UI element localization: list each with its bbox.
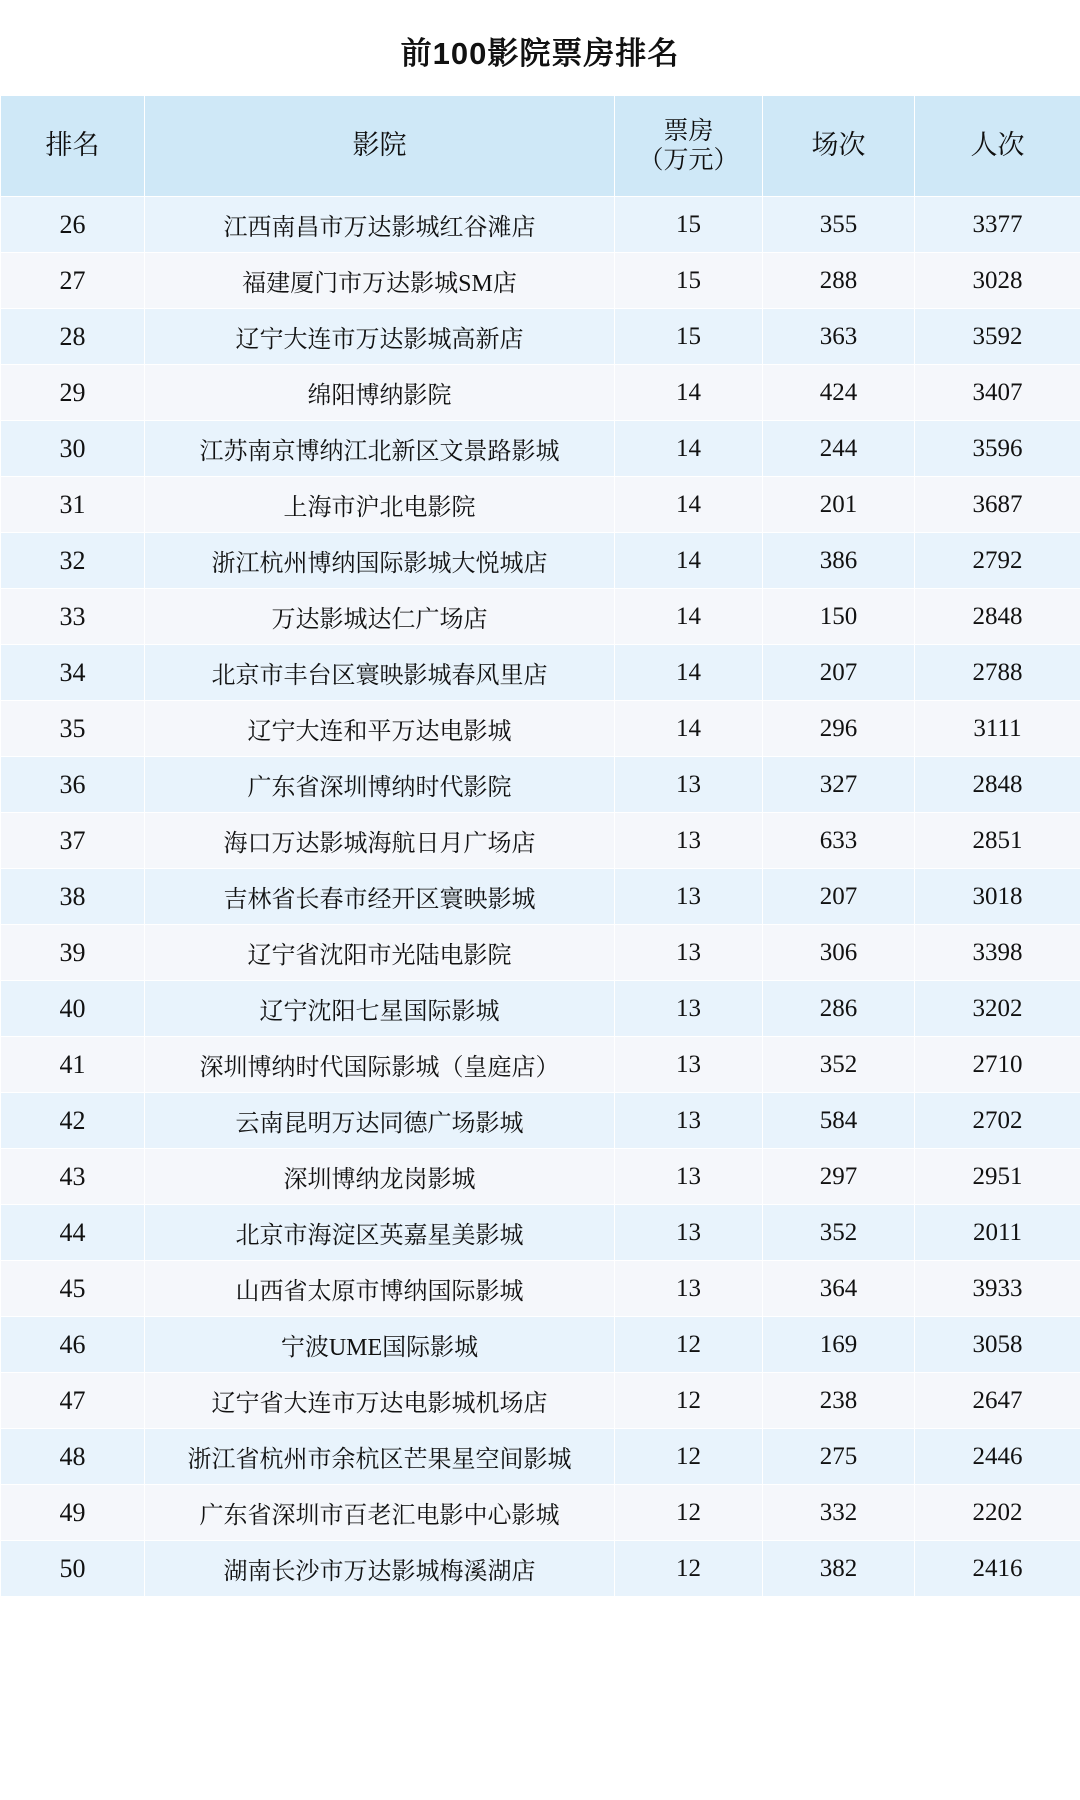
cell-shows: 633 xyxy=(763,813,915,869)
table-header xyxy=(1,96,1080,197)
cell-box-office: 14 xyxy=(615,589,763,645)
cell-rank: 27 xyxy=(1,253,145,309)
cell-box-office: 14 xyxy=(615,365,763,421)
cinema-box-office-table xyxy=(0,95,1080,1597)
column-header-rank: 排名 xyxy=(1,96,145,197)
cell-admissions: 2446 xyxy=(915,1429,1080,1485)
table-row xyxy=(1,1205,1080,1261)
cell-box-office: 14 xyxy=(615,533,763,589)
cell-shows: 363 xyxy=(763,309,915,365)
cell-cinema: 浙江杭州博纳国际影城大悦城店 xyxy=(145,533,615,589)
table-row xyxy=(1,1541,1080,1597)
cell-box-office: 15 xyxy=(615,197,763,253)
cell-shows: 332 xyxy=(763,1485,915,1541)
table-row xyxy=(1,1261,1080,1317)
cell-shows: 150 xyxy=(763,589,915,645)
cell-shows: 275 xyxy=(763,1429,915,1485)
cell-shows: 288 xyxy=(763,253,915,309)
cell-admissions: 2710 xyxy=(915,1037,1080,1093)
cell-shows: 386 xyxy=(763,533,915,589)
cell-cinema: 江西南昌市万达影城红谷滩店 xyxy=(145,197,615,253)
cell-cinema: 广东省深圳博纳时代影院 xyxy=(145,757,615,813)
table-row xyxy=(1,925,1080,981)
cell-box-office: 13 xyxy=(615,1261,763,1317)
column-header-cinema: 影院 xyxy=(145,96,615,197)
cell-box-office: 12 xyxy=(615,1373,763,1429)
column-header-box-office-line1: 票房 xyxy=(663,118,714,145)
cell-rank: 46 xyxy=(1,1317,145,1373)
cell-shows: 355 xyxy=(763,197,915,253)
page-title: 前100影院票房排名 xyxy=(400,36,680,71)
cell-cinema: 北京市丰台区寰映影城春风里店 xyxy=(145,645,615,701)
cell-cinema: 北京市海淀区英嘉星美影城 xyxy=(145,1205,615,1261)
cell-shows: 306 xyxy=(763,925,915,981)
cell-shows: 286 xyxy=(763,981,915,1037)
cell-admissions: 2851 xyxy=(915,813,1080,869)
cell-rank: 31 xyxy=(1,477,145,533)
cell-shows: 207 xyxy=(763,645,915,701)
cell-admissions: 3111 xyxy=(915,701,1080,757)
table-row xyxy=(1,701,1080,757)
cell-admissions: 2848 xyxy=(915,757,1080,813)
cell-box-office: 12 xyxy=(615,1541,763,1597)
cell-admissions: 2416 xyxy=(915,1541,1080,1597)
cell-cinema: 深圳博纳龙岗影城 xyxy=(145,1149,615,1205)
cell-admissions: 2702 xyxy=(915,1093,1080,1149)
cell-shows: 352 xyxy=(763,1037,915,1093)
cell-shows: 382 xyxy=(763,1541,915,1597)
cell-cinema: 辽宁大连和平万达电影城 xyxy=(145,701,615,757)
cell-cinema: 万达影城达仁广场店 xyxy=(145,589,615,645)
cell-admissions: 2951 xyxy=(915,1149,1080,1205)
cell-admissions: 3398 xyxy=(915,925,1080,981)
cell-admissions: 2788 xyxy=(915,645,1080,701)
cell-rank: 41 xyxy=(1,1037,145,1093)
cell-cinema: 绵阳博纳影院 xyxy=(145,365,615,421)
table-row xyxy=(1,1149,1080,1205)
cell-box-office: 13 xyxy=(615,1037,763,1093)
cell-admissions: 3687 xyxy=(915,477,1080,533)
cell-shows: 297 xyxy=(763,1149,915,1205)
cell-rank: 50 xyxy=(1,1541,145,1597)
cell-shows: 327 xyxy=(763,757,915,813)
cell-box-office: 13 xyxy=(615,869,763,925)
table-row xyxy=(1,813,1080,869)
table-row xyxy=(1,589,1080,645)
cell-cinema: 山西省太原市博纳国际影城 xyxy=(145,1261,615,1317)
cell-box-office: 13 xyxy=(615,1093,763,1149)
cell-cinema: 江苏南京博纳江北新区文景路影城 xyxy=(145,421,615,477)
cell-cinema: 浙江省杭州市余杭区芒果星空间影城 xyxy=(145,1429,615,1485)
table-row xyxy=(1,869,1080,925)
cell-cinema: 湖南长沙市万达影城梅溪湖店 xyxy=(145,1541,615,1597)
cell-shows: 244 xyxy=(763,421,915,477)
cell-rank: 38 xyxy=(1,869,145,925)
cell-admissions: 3018 xyxy=(915,869,1080,925)
cell-rank: 32 xyxy=(1,533,145,589)
cell-admissions: 3202 xyxy=(915,981,1080,1037)
cell-shows: 201 xyxy=(763,477,915,533)
cell-rank: 33 xyxy=(1,589,145,645)
cell-cinema: 云南昆明万达同德广场影城 xyxy=(145,1093,615,1149)
cell-box-office: 13 xyxy=(615,925,763,981)
cell-box-office: 14 xyxy=(615,645,763,701)
cell-box-office: 12 xyxy=(615,1429,763,1485)
table-row xyxy=(1,1037,1080,1093)
cell-rank: 29 xyxy=(1,365,145,421)
cell-rank: 36 xyxy=(1,757,145,813)
cell-cinema: 辽宁省沈阳市光陆电影院 xyxy=(145,925,615,981)
cell-rank: 37 xyxy=(1,813,145,869)
table-row xyxy=(1,981,1080,1037)
cell-admissions: 2848 xyxy=(915,589,1080,645)
cell-box-office: 14 xyxy=(615,701,763,757)
cell-shows: 364 xyxy=(763,1261,915,1317)
column-header-admissions: 人次 xyxy=(915,96,1080,197)
table-row xyxy=(1,421,1080,477)
table-row xyxy=(1,1317,1080,1373)
cell-box-office: 13 xyxy=(615,1205,763,1261)
cell-admissions: 3933 xyxy=(915,1261,1080,1317)
cell-rank: 39 xyxy=(1,925,145,981)
cell-cinema: 海口万达影城海航日月广场店 xyxy=(145,813,615,869)
cell-box-office: 13 xyxy=(615,1149,763,1205)
cell-rank: 35 xyxy=(1,701,145,757)
cell-shows: 169 xyxy=(763,1317,915,1373)
table-row xyxy=(1,197,1080,253)
cell-rank: 28 xyxy=(1,309,145,365)
cell-box-office: 13 xyxy=(615,757,763,813)
cell-rank: 49 xyxy=(1,1485,145,1541)
cell-box-office: 14 xyxy=(615,421,763,477)
table-row xyxy=(1,309,1080,365)
cell-rank: 40 xyxy=(1,981,145,1037)
cell-admissions: 3407 xyxy=(915,365,1080,421)
column-header-box-office xyxy=(615,96,763,197)
cell-box-office: 12 xyxy=(615,1317,763,1373)
table-row xyxy=(1,645,1080,701)
cell-shows: 238 xyxy=(763,1373,915,1429)
cell-rank: 48 xyxy=(1,1429,145,1485)
cell-box-office: 15 xyxy=(615,309,763,365)
cell-admissions: 3377 xyxy=(915,197,1080,253)
table-row xyxy=(1,1093,1080,1149)
cell-rank: 26 xyxy=(1,197,145,253)
cell-admissions: 3058 xyxy=(915,1317,1080,1373)
cell-rank: 45 xyxy=(1,1261,145,1317)
cell-cinema: 广东省深圳市百老汇电影中心影城 xyxy=(145,1485,615,1541)
table-row xyxy=(1,1485,1080,1541)
cell-shows: 352 xyxy=(763,1205,915,1261)
cell-rank: 30 xyxy=(1,421,145,477)
table-row xyxy=(1,477,1080,533)
cell-cinema: 上海市沪北电影院 xyxy=(145,477,615,533)
cell-box-office: 12 xyxy=(615,1485,763,1541)
cell-cinema: 辽宁省大连市万达电影城机场店 xyxy=(145,1373,615,1429)
cell-admissions: 3596 xyxy=(915,421,1080,477)
cell-shows: 584 xyxy=(763,1093,915,1149)
cell-cinema: 福建厦门市万达影城SM店 xyxy=(145,253,615,309)
cell-rank: 42 xyxy=(1,1093,145,1149)
table-row xyxy=(1,1373,1080,1429)
table-row xyxy=(1,1429,1080,1485)
cell-box-office: 13 xyxy=(615,813,763,869)
cell-cinema: 辽宁沈阳七星国际影城 xyxy=(145,981,615,1037)
cell-box-office: 13 xyxy=(615,981,763,1037)
cell-rank: 47 xyxy=(1,1373,145,1429)
cell-cinema: 宁波UME国际影城 xyxy=(145,1317,615,1373)
cell-admissions: 2647 xyxy=(915,1373,1080,1429)
cell-admissions: 3592 xyxy=(915,309,1080,365)
cell-shows: 296 xyxy=(763,701,915,757)
column-header-shows: 场次 xyxy=(763,96,915,197)
cell-admissions: 2202 xyxy=(915,1485,1080,1541)
table-row xyxy=(1,533,1080,589)
cell-shows: 207 xyxy=(763,869,915,925)
cell-cinema: 辽宁大连市万达影城高新店 xyxy=(145,309,615,365)
cell-admissions: 2011 xyxy=(915,1205,1080,1261)
cell-admissions: 2792 xyxy=(915,533,1080,589)
cell-rank: 43 xyxy=(1,1149,145,1205)
cell-cinema: 深圳博纳时代国际影城（皇庭店） xyxy=(145,1037,615,1093)
cell-shows: 424 xyxy=(763,365,915,421)
table-body xyxy=(1,197,1080,1597)
cell-box-office: 15 xyxy=(615,253,763,309)
cell-box-office: 14 xyxy=(615,477,763,533)
cell-admissions: 3028 xyxy=(915,253,1080,309)
column-header-box-office-line2: （万元） xyxy=(638,147,739,174)
table-header-row xyxy=(1,96,1080,197)
table-row xyxy=(1,365,1080,421)
cell-rank: 44 xyxy=(1,1205,145,1261)
cell-cinema: 吉林省长春市经开区寰映影城 xyxy=(145,869,615,925)
table-row xyxy=(1,253,1080,309)
cell-rank: 34 xyxy=(1,645,145,701)
table-row xyxy=(1,757,1080,813)
